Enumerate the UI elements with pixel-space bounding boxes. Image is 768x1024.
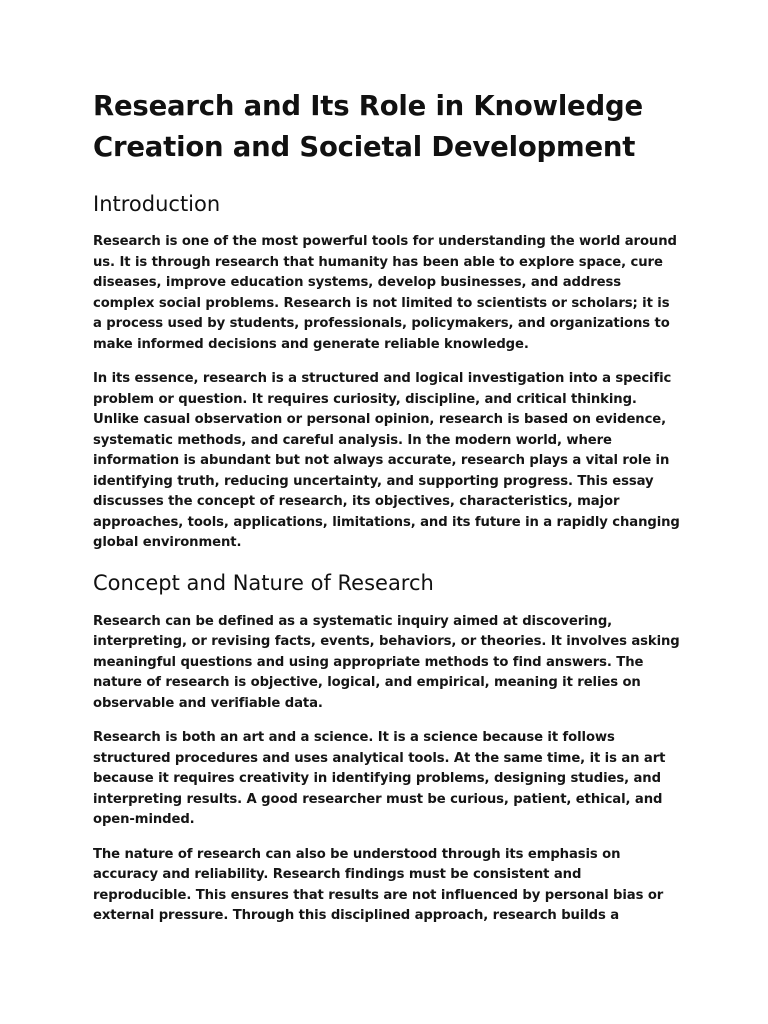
section-concept-and-nature bbox=[93, 568, 681, 927]
paragraph: Research is one of the most powerful tools for understanding the world around us. It is through research that humanity has been able to explore space, cure diseases, improve education systems, develop businesses, and address complex social problems. Research is not limited to scientists or scholars; it is a process used by students, professionals, policymakers, and organizations to make informed decisions and generate reliable knowledge. bbox=[93, 234, 677, 352]
section-heading-concept-and-nature: Concept and Nature of Research bbox=[93, 570, 434, 595]
paragraph: In its essence, research is a structured and logical investigation into a specific problem or question. It requires curiosity, discipline, and critical thinking. Unlike casual observation or personal opinion, research is based on evidence, systematic methods, and careful analysis. In the modern world, where information is abundant but not always accurate, research plays a vital role in identifying truth, reducing uncertainty, and supporting progress. This essay discusses the concept of research, its objectives, characteristics, major approaches, tools, applications, limitations, and its future in a rapidly changing global environment. bbox=[93, 371, 680, 550]
paragraph: Research is both an art and a science. It is a science because it follows structured procedures and uses analytical tools. At the same time, it is an art because it requires creativity in identifying problems, designing studies, and interpreting results. A good researcher must be curious, patient, ethical, and open-minded. bbox=[93, 730, 666, 827]
paragraph: Research can be defined as a systematic inquiry aimed at discovering, interpreting, or revising facts, events, behaviors, or theories. It involves asking meaningful questions and using appropriate methods to find answers. The nature of research is objective, logical, and empirical, meaning it relies on observable and verifiable data. bbox=[93, 613, 680, 711]
paragraph: The nature of research can also be understood through its emphasis on accuracy and reliability. Research findings must be consistent and reproducible. This ensures that results are not influenced by personal bias or external pressure. Through this disciplined approach, research builds a bbox=[93, 846, 664, 923]
section-heading-introduction: Introduction bbox=[93, 192, 221, 216]
document-page bbox=[93, 86, 681, 941]
section-introduction bbox=[93, 189, 681, 554]
document-title: Research and Its Role in Knowledge Creation and Societal Development bbox=[93, 90, 643, 163]
